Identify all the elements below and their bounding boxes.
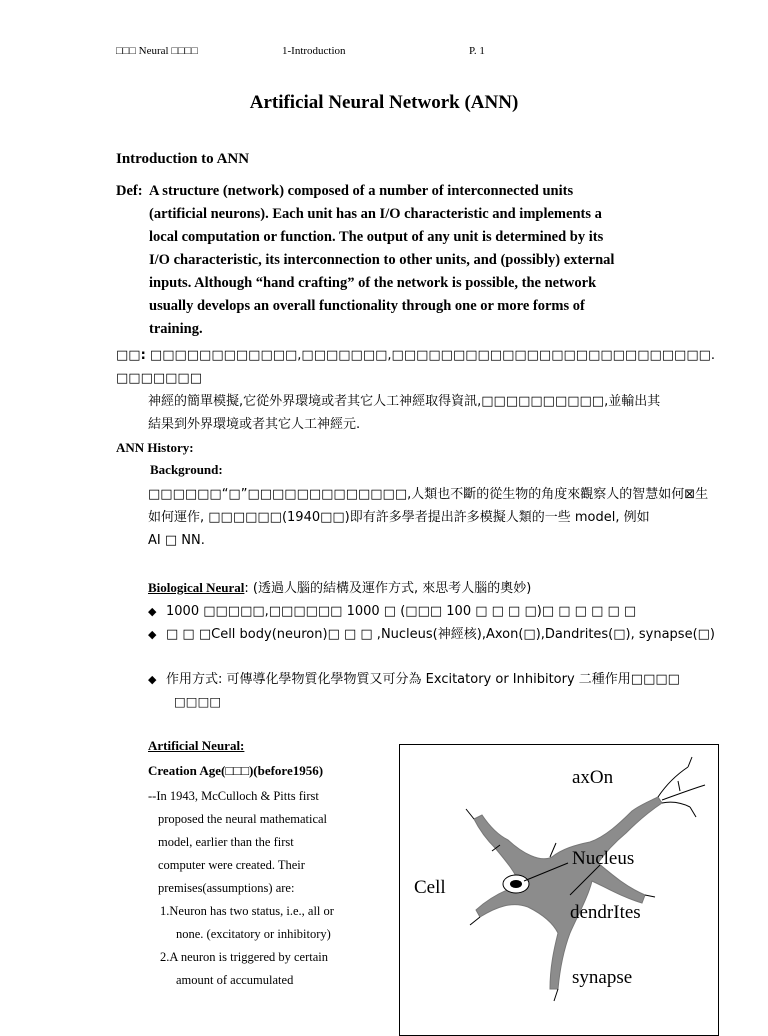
cell-label: Cell: [414, 877, 446, 898]
definition-line: usually develops an overall functionality through one or more forms of: [149, 298, 585, 314]
header-left: □□□ Neural □□□□: [116, 45, 198, 57]
chinese-def-line: 神經的簡單模擬,它從外界環境或者其它人工神經取得資訊,□□□□□□□□□□,並輸出其: [148, 394, 661, 409]
chinese-def-line: 結果到外界環境或者其它人工神經元.: [148, 417, 361, 432]
artificial-line: premises(assumptions) are:: [158, 881, 295, 895]
intro-heading: Introduction to ANN: [116, 151, 250, 167]
chinese-def-line: □□□□□□□□□□□□,□□□□□□□,□□□□□□□□□□□□□□□□□□□□□□□□□□. □□□□□□□: [116, 348, 716, 386]
definition-line: inputs. Although “hand crafting” of the network is possible, the network: [149, 275, 597, 291]
definition-block: [116, 180, 706, 341]
diamond-bullet-icon: ◆: [148, 629, 157, 641]
artificial-heading: Artificial Neural:: [148, 738, 245, 753]
synapse-label: synapse: [572, 967, 633, 988]
bullet-item: ◆ 1000 □□□□□,□□□□□□ 1000 □ (□□□ 100 □ □ □ □)□ □ □ □ □ □: [148, 604, 637, 619]
biological-heading-row: [148, 577, 531, 600]
background-line: 如何運作, □□□□□□(1940□□)即有許多學者提出許多模擬人類的一些 model, 例如: [148, 510, 650, 525]
artificial-line: --In 1943, McCulloch & Pitts first: [148, 789, 319, 803]
header-center: 1-Introduction: [282, 45, 346, 57]
axon-label: axOn: [572, 767, 614, 788]
bullet-item: ◆ □ □ □Cell body(neuron)□ □ □ ,Nucleus(神經核),Axon(□),Dandrites(□), synapse(□): [148, 627, 715, 642]
artificial-line: proposed the neural mathematical: [158, 812, 328, 826]
chinese-definition: [116, 344, 716, 436]
nucleus-label: Nucleus: [572, 848, 635, 869]
history-heading: ANN History:: [116, 440, 194, 455]
bullet-item: ◆ 作用方式: 可傳導化學物質化學物質又可分為 Excitatory or Inhibitory 二種作用□□□□: [148, 672, 680, 687]
diamond-bullet-icon: ◆: [148, 674, 157, 686]
artificial-line: none. (excitatory or inhibitory): [176, 927, 331, 941]
neuron-figure: [399, 744, 719, 1036]
definition-line: local computation or function. The output of any unit is determined by its: [149, 229, 604, 245]
definition-line: training.: [149, 321, 203, 337]
artificial-text: [148, 785, 388, 992]
background-line: □□□□□□“□”□□□□□□□□□□□□□,人類也不斷的從生物的角度來觀察人的智慧如何⊠生: [148, 487, 709, 502]
bullet-continuation: □□□□: [174, 694, 222, 709]
definition-line: (artificial neurons). Each unit has an I/O characteristic and implements a: [149, 206, 602, 222]
definition-line: I/O characteristic, its interconnection to other units, and (possibly) external: [149, 252, 615, 268]
background-text: [148, 483, 728, 552]
definition-line: A structure (network) composed of a number of interconnected units: [149, 183, 574, 199]
header-page-number: P. 1: [469, 45, 485, 57]
definition-label: Def:: [116, 183, 143, 199]
artificial-line: 1.Neuron has two status, i.e., all or: [160, 904, 334, 918]
biological-note: : (透過人腦的結構及運作方式, 來思考人腦的奧妙): [244, 581, 532, 596]
artificial-line: model, earlier than the first: [158, 835, 294, 849]
chinese-def-label: □□:: [116, 348, 146, 363]
background-line: AI □ NN.: [148, 533, 205, 548]
dendrites-label: dendrItes: [570, 902, 641, 923]
background-heading: Background:: [150, 462, 223, 477]
creation-age-heading: Creation Age(□□□)(before1956): [148, 763, 324, 778]
neuron-illustration-icon: [400, 745, 718, 1025]
diamond-bullet-icon: ◆: [148, 606, 157, 618]
artificial-line: computer were created. Their: [158, 858, 305, 872]
biological-heading: Biological Neural: [148, 580, 245, 595]
page-title: Artificial Neural Network (ANN): [249, 92, 519, 113]
artificial-line: 2.A neuron is triggered by certain: [160, 950, 329, 964]
artificial-line: amount of accumulated: [176, 973, 294, 987]
